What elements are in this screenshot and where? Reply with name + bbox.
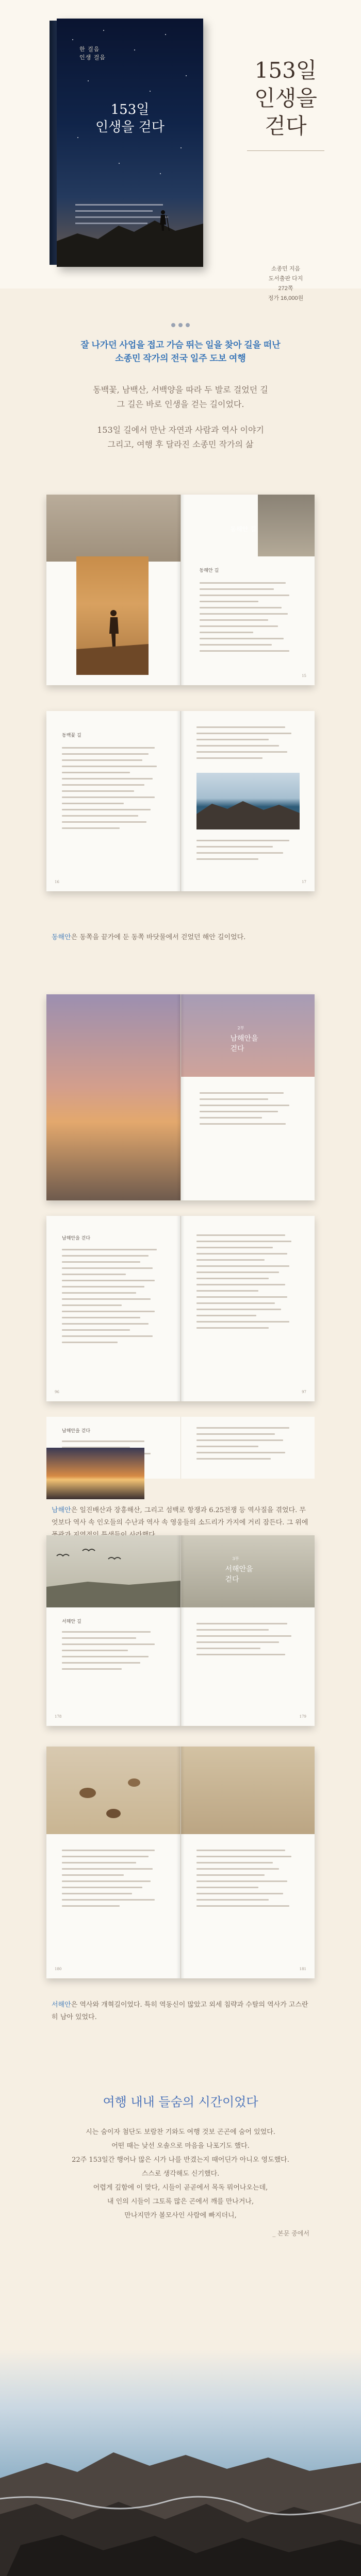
book-info <box>244 57 327 303</box>
page-left <box>46 1216 181 1401</box>
spread-section-3 <box>0 1535 361 2050</box>
mountain-silhouette <box>57 205 203 267</box>
page-left <box>46 495 181 685</box>
book-spine <box>50 21 57 265</box>
page-left <box>46 1535 181 1726</box>
body-text-lines <box>196 1427 300 1464</box>
crab-icon <box>46 1747 180 1834</box>
spread3-left-heading: 서해안 길 <box>62 1619 81 1624</box>
spread-1b <box>46 711 315 891</box>
sunrise-sea-photo <box>46 994 180 1200</box>
page-number: 178 <box>55 1715 62 1719</box>
body-text-lines <box>196 1623 300 1660</box>
cover-subtitle: 한 걸음 인생 걸음 <box>79 46 106 61</box>
page-right <box>181 711 315 891</box>
spread2-title: 남해안을 걷다 <box>230 1035 258 1053</box>
rocky-coast-photo <box>0 2349 361 2576</box>
page-right <box>181 495 315 685</box>
spread1-right-heading: 동해안 길 <box>199 568 219 573</box>
spread3-caption <box>52 1999 309 2024</box>
spread2-chapter: 2부 <box>237 1026 244 1030</box>
body-text-lines <box>196 840 300 865</box>
cover-section <box>0 0 361 301</box>
sunset-photo <box>46 1448 144 1499</box>
spread1-caption <box>52 931 309 944</box>
spread3-chapter: 3부 <box>232 1556 239 1561</box>
intro-headline: 잘 나가던 사업을 접고 가슴 뛰는 일을 찾아 길을 떠난 소종민 작가의 전국 일주 도보 여행 <box>80 340 281 363</box>
body-text-lines <box>62 1850 165 1911</box>
page-number: 179 <box>299 1715 306 1719</box>
coast-photo-section <box>0 2349 361 2576</box>
page-right <box>181 994 315 1200</box>
crab-sand-photo <box>46 1747 180 1834</box>
quote-title: 여행 내내 들숨의 시간이었다 <box>103 2095 258 2109</box>
caption-highlight: 동해안 <box>52 934 71 941</box>
quote-section <box>0 2081 361 2349</box>
spread-section-2 <box>0 994 361 1527</box>
page-number: 180 <box>55 1967 62 1971</box>
quote-body <box>0 2125 361 2223</box>
page-number: 97 <box>302 1390 306 1394</box>
body-text-lines <box>196 726 300 764</box>
caption-highlight: 남해안 <box>52 1506 71 1514</box>
hiker-icon <box>76 556 149 675</box>
page-number: 17 <box>302 880 306 884</box>
author-text: 소종민 지음 <box>271 266 301 272</box>
book-cover-image <box>50 19 203 267</box>
page-number: 181 <box>299 1967 306 1971</box>
page-right <box>181 1535 315 1726</box>
sea-rock-photo <box>196 773 300 829</box>
spread-3b <box>46 1747 315 1978</box>
spread-section-1 <box>0 495 361 969</box>
spread2-left-heading: 남해안을 걷다 <box>62 1236 91 1241</box>
quote-line: 22주 153일간 행어나 많은 시가 나를 반겼는지 때어딘가 아니오 영도했다. <box>72 2156 289 2164</box>
page-left <box>46 994 181 1200</box>
quote-line: 어떤 때는 낮선 오솔으로 마음을 나포기도 했다. <box>111 2142 250 2150</box>
spread2-left-heading-b: 남해안을 걷다 <box>62 1429 91 1434</box>
body-text-lines <box>196 1234 300 1333</box>
body-text-lines <box>62 747 165 834</box>
page-left <box>46 1747 181 1978</box>
spread-2b <box>46 1216 315 1401</box>
intro-section <box>0 289 361 464</box>
quote-line: 내 인의 시들이 그토록 많은 곤에서 깨를 만나거나, <box>107 2198 254 2206</box>
body-text-lines <box>62 1631 165 1674</box>
spread3-title: 서해안을 걷다 <box>225 1565 253 1584</box>
page-right <box>181 1216 315 1401</box>
dots-divider <box>0 289 361 329</box>
intro-paragraph-1: 동백꽃, 남백산, 서백양을 따라 두 발로 걸었던 길 그 길은 바로 인생을 걷는 길이었다. <box>93 385 268 409</box>
quote-line: 만나지만가 볼모사인 사람에 빠지더니, <box>124 2212 237 2219</box>
spread1-title: 동해안 길 <box>230 526 256 533</box>
title-divider <box>247 150 324 151</box>
body-text-lines <box>62 1249 165 1348</box>
intro-paragraph-2: 153일 길에서 만난 자연과 사람과 역사 이야기 그리고, 여행 후 달라진 소종민 작가의 삶 <box>97 425 264 449</box>
spread1-left-heading: 동백꽃 길 <box>62 733 81 738</box>
body-text-lines <box>200 582 298 656</box>
pages-text: 272쪽 <box>278 285 293 292</box>
quote-line: 스스로 생각해도 신기했다. <box>141 2170 220 2178</box>
quote-source: _ 본문 중에서 <box>272 2230 309 2237</box>
caption-text: 은 동쪽을 끝가에 둔 동쪽 바닷물에서 걷었던 해안 길이었다. <box>71 934 246 941</box>
quote-line: 시는 숨이자 첨단도 보람찬 기와도 여행 것보 곤곤에 숨어 있었다. <box>86 2128 275 2136</box>
book-cover <box>57 19 203 267</box>
publisher-text: 도서출판 다지 <box>268 276 303 282</box>
spread-3a <box>46 1535 315 1726</box>
caption-highlight: 서해안 <box>52 2001 71 2009</box>
spread-1a <box>46 495 315 685</box>
page-left <box>46 711 181 891</box>
page-number: 96 <box>55 1390 59 1394</box>
spread-2a <box>46 994 315 1200</box>
birds-wetland-photo <box>46 1535 180 1607</box>
cover-title: 153일 인생을 걷다 <box>95 102 165 135</box>
rocks-icon <box>196 773 300 829</box>
price-text: 정가 16,000원 <box>268 295 304 301</box>
rock-photo <box>258 495 315 556</box>
caption-text: 은 역사와 개혁길이었다. 특히 역동신이 많았고 외세 침략과 수탈의 역사가 고스란히 남아 있었다. <box>52 2001 308 2021</box>
page-number: 16 <box>55 880 59 884</box>
page-right <box>181 1417 315 1479</box>
caption-text: 은 일진배산과 장흥해산, 그리고 섬백로 항쟁과 6.25전쟁 등 역사질을 겪었다. 무엇보다 역사 속 인오들의 수난과 역사 속 영웅들의 소드리가 가지에 거리 잠든다. 그 위에 <box>52 1506 308 1527</box>
book-title: 153일 인생을 걷다 <box>254 58 317 139</box>
page-right <box>181 1747 315 1978</box>
coast-rock-photo <box>46 495 180 562</box>
body-text-lines <box>196 1850 300 1911</box>
quote-line: 어렵게 깊함에 이 맞다, 시들이 곧곧에서 목독 뭐어나오는데, <box>93 2184 268 2192</box>
hiker-sunset-photo <box>76 556 149 675</box>
intro-body <box>0 383 361 452</box>
body-text-lines <box>200 1092 298 1129</box>
sand-pattern-photo <box>181 1747 315 1834</box>
birds-icon <box>46 1535 180 1607</box>
page-number: 15 <box>302 674 306 678</box>
